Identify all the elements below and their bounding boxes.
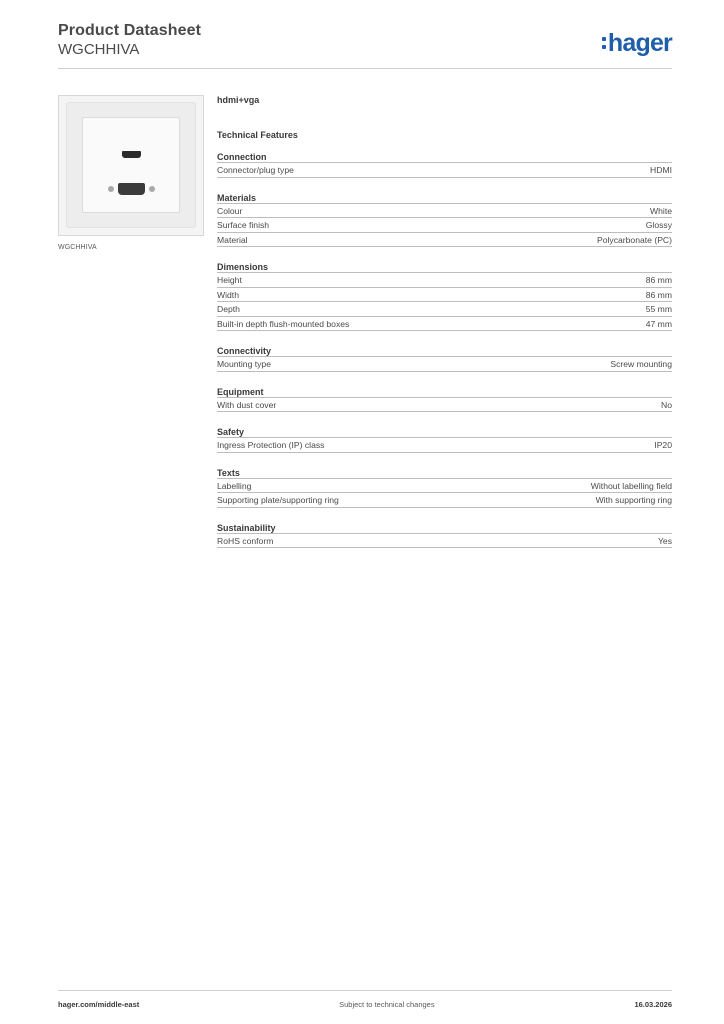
spec-label: RoHS conform <box>217 535 274 546</box>
spec-label: Height <box>217 275 242 285</box>
spec-section <box>217 522 672 549</box>
spec-label: Connector/plug type <box>217 165 294 175</box>
spec-section <box>217 426 672 453</box>
spec-label: Supporting plate/supporting ring <box>217 495 339 505</box>
spec-row <box>217 233 672 248</box>
spec-label: Labelling <box>217 480 252 491</box>
spec-value: 55 mm <box>645 304 672 314</box>
spec-row <box>217 302 672 317</box>
spec-label: With dust cover <box>217 399 277 410</box>
product-code: WGCHHIVA <box>58 41 140 58</box>
section-title: Connection <box>217 151 672 163</box>
spec-value: No <box>661 399 672 410</box>
spec-section <box>217 192 672 248</box>
product-name: hdmi+vga <box>217 95 260 105</box>
section-title: Dimensions <box>217 261 672 273</box>
spec-value: 86 mm <box>645 275 672 285</box>
spec-label: Mounting type <box>217 359 271 369</box>
screw-icon <box>108 186 114 192</box>
spec-value: 47 mm <box>645 318 672 329</box>
page-footer <box>58 990 672 1009</box>
vga-port-icon <box>118 183 145 195</box>
technical-content <box>217 95 672 548</box>
socket-insert <box>82 117 180 213</box>
spec-row <box>217 204 672 219</box>
screw-icon <box>149 186 155 192</box>
technical-features-heading: Technical Features <box>217 130 298 140</box>
spec-value: White <box>650 205 672 216</box>
spec-value: IP20 <box>654 440 672 450</box>
spec-section <box>217 467 672 508</box>
spec-value: Polycarbonate (PC) <box>597 234 672 245</box>
spec-row <box>217 438 672 453</box>
spec-row <box>217 479 672 494</box>
spec-value: Without labelling field <box>590 480 672 491</box>
spec-row <box>217 273 672 288</box>
logo-dots-icon <box>602 37 606 49</box>
footer-date: 16.03.2026 <box>634 1000 672 1009</box>
spec-row <box>217 357 672 372</box>
hdmi-port-icon <box>122 151 141 158</box>
spec-value: Glossy <box>645 220 672 230</box>
spec-label: Width <box>217 289 239 300</box>
spec-row <box>217 317 672 332</box>
spec-section <box>217 151 672 178</box>
spec-row <box>217 163 672 178</box>
spec-value: 86 mm <box>645 289 672 300</box>
spec-row <box>217 288 672 303</box>
spec-section <box>217 345 672 372</box>
footer-notice: Subject to technical changes <box>339 1000 435 1009</box>
spec-section <box>217 261 672 331</box>
section-title: Connectivity <box>217 345 672 357</box>
spec-row <box>217 218 672 233</box>
section-title: Materials <box>217 192 672 204</box>
spec-value: Screw mounting <box>610 359 672 369</box>
image-caption: WGCHHIVA <box>58 244 97 251</box>
spec-value: Yes <box>657 535 672 546</box>
spec-value: HDMI <box>650 165 672 175</box>
spec-label: Surface finish <box>217 220 270 230</box>
feature-sections <box>217 151 672 548</box>
page-header <box>58 22 672 69</box>
wall-plate-image <box>66 102 196 228</box>
spec-label: Depth <box>217 304 240 314</box>
spec-label: Built-in depth flush-mounted boxes <box>217 318 350 329</box>
section-title: Equipment <box>217 386 672 398</box>
page-title: Product Datasheet <box>58 22 202 39</box>
footer-website: hager.com/middle-east <box>58 1000 140 1009</box>
spec-label: Material <box>217 234 248 245</box>
spec-section <box>217 386 672 413</box>
section-title: Sustainability <box>217 522 672 534</box>
spec-row <box>217 534 672 549</box>
spec-row <box>217 493 672 508</box>
section-title: Safety <box>217 426 672 438</box>
spec-row <box>217 398 672 413</box>
spec-label: Ingress Protection (IP) class <box>217 440 325 450</box>
product-image <box>58 95 204 236</box>
spec-value: With supporting ring <box>595 495 672 505</box>
spec-label: Colour <box>217 205 243 216</box>
hager-logo <box>602 30 672 56</box>
logo-text: hager <box>607 29 672 57</box>
section-title: Texts <box>217 467 672 479</box>
